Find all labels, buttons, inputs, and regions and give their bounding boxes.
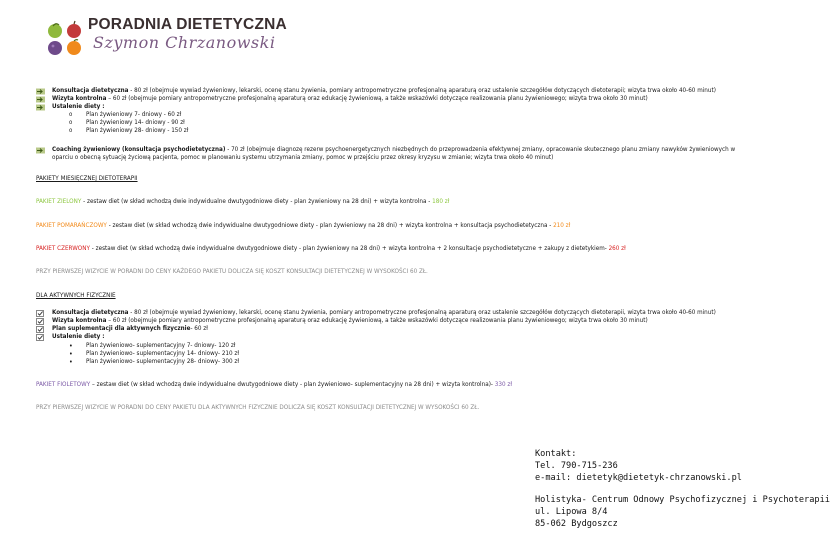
package-red	[36, 245, 626, 253]
package-desc: – zestaw diet (w skład wchodzą dwie indywidualne dwutygodniowe diety - plan żywieniowo- suplementacyjny na 28 dni) + wizyta kontrolna)-	[90, 381, 495, 388]
service-title: Wizyta kontrolna	[52, 317, 107, 324]
service-control-visit	[52, 95, 648, 103]
service-desc: - 80 zł (obejmuje wywiad żywieniowy, lekarski, ocenę stanu żywienia, pomiary antropometryczne profesjonalną aparaturą oraz ustalenie szczegółów dotyczących dietoterapii; wizyta trwa około 40-60 minut)	[128, 87, 716, 94]
arrow-bullet-icon	[36, 147, 45, 154]
logo-title: PORADNIA DIETETYCZNA	[88, 16, 287, 33]
package-price: 260 zł	[608, 245, 626, 252]
package-desc: - zestaw diet (w skład wchodzą dwie indywidualne dwutygodniowe diety - plan żywieniowy na 28 dni) + wizyta kontrolna + konsultacja psychodietetyczna -	[106, 222, 554, 229]
dot-bullet-icon: •	[69, 350, 73, 358]
contact-street: ul. Lipowa 8/4	[535, 507, 608, 517]
service-desc: - 80 zł (obejmuje wywiad żywieniowy, lekarski, ocenę stanu żywienia, pomiary antropometryczne profesjonalną aparaturą oraz ustalenie szczegółów dotyczących dietoterapii, wizyta trwa około 40-60 minut)	[128, 309, 716, 316]
package-green	[36, 198, 449, 206]
contact-email: e-mail: dietetyk@dietetyk-chrzanowski.pl	[535, 473, 742, 483]
diet-plan-item: Plan żywieniowy 28- dniowy - 150 zł	[86, 127, 189, 134]
check-bullet-icon	[36, 334, 45, 341]
dot-bullet-icon: •	[69, 342, 73, 350]
dot-bullet-icon: •	[69, 358, 73, 366]
service-desc: – 60 zł (obejmuje pomiary antropometryczne profesjonalną aparaturą oraz edukację żywieniową, a także wskazówki dotyczące realizowania planu żywieniowego; wizyta trwa około 30 minut)	[106, 95, 648, 102]
check-bullet-icon	[36, 310, 45, 317]
package-name: PAKIET CZERWONY	[36, 245, 90, 252]
active-heading: DLA AKTYWNYCH FIZYCZNIE	[36, 292, 116, 299]
service-title: Plan suplementacji dla aktywnych fizycznie	[52, 325, 191, 332]
service-title: Konsultacja dietetyczna	[52, 87, 129, 94]
service-diet-setup: Ustalenie diety :	[52, 103, 105, 110]
service-title: Konsultacja dietetyczna	[52, 309, 129, 316]
arrow-bullet-icon	[36, 104, 45, 111]
package-name: PAKIET POMARAŃCZOWY	[36, 222, 107, 229]
supplement-plan-item: Plan żywieniowo- suplementacyjny 7- dniowy- 120 zł	[86, 342, 236, 349]
circle-bullet-icon: o	[69, 111, 73, 118]
diet-plan-item: Plan żywieniowy 7- dniowy - 60 zł	[86, 111, 182, 118]
monthly-packages-heading: PAKIETY MIESIĘCZNEJ DIETOTERAPII	[36, 175, 138, 182]
active-note: PRZY PIERWSZEJ WIZYCIE W PORADNI DO CENY PAKIETU DLA AKTYWNYCH FIZYCZNIE DOLICZA SIĘ KOSZT KONSULTACJI DIETETYCZNEJ W WYSOKOŚCI 60 ZŁ.	[36, 404, 480, 411]
monthly-note: PRZY PIERWSZEJ WIZYCIE W PORADNI DO CENY KAŻDEGO PAKIETU DOLICZA SIĘ KOSZT KONSULTACJI DIETETYCZNEJ W WYSOKOŚCI 60 ZŁ.	[36, 268, 428, 275]
check-bullet-icon	[36, 318, 45, 325]
logo-signature: Szymon Chrzanowski	[93, 33, 276, 52]
circle-bullet-icon: o	[69, 127, 73, 134]
package-name: PAKIET ZIELONY	[36, 198, 82, 205]
service-desc: - 60 zł	[190, 325, 208, 332]
fruit-logo-icon	[45, 20, 85, 58]
circle-bullet-icon: o	[69, 119, 73, 126]
service-title: Wizyta kontrolna	[52, 95, 107, 102]
contact-label: Kontakt:	[535, 449, 577, 459]
package-violet	[36, 381, 512, 389]
logo	[45, 16, 287, 68]
service-desc: – 60 zł (obejmuje pomiary antropometryczne profesjonalną aparaturą oraz edukację żywieniową, a także wskazówki dotyczące realizowania planu żywieniowego; wizyta trwa około 30 minut)	[106, 317, 648, 324]
arrow-bullet-icon	[36, 96, 45, 103]
supplement-plan-item: Plan żywieniowo- suplementacyjny 28- dniowy- 300 zł	[86, 358, 240, 365]
package-desc: - zestaw diet (w skład wchodzą dwie indywidualne dwutygodniowe diety - plan żywieniowy na 28 dni) + wizyta kontrolna -	[81, 198, 433, 205]
service-title: Coaching żywieniowy (konsultacja psychodietetyczna)	[52, 146, 226, 153]
contact-phone: Tel. 790-715-236	[535, 461, 618, 471]
package-price: 180 zł	[432, 198, 450, 205]
package-orange	[36, 222, 570, 230]
package-price: 330 zł	[494, 381, 512, 388]
contact-city: 85-062 Bydgoszcz	[535, 519, 618, 529]
service-desc: - 70 zł (obejmuje diagnozę rezerw psychoenergetycznych niezbędnych do przeprowadzenia efektywnej zmiany, opracowanie skutecznego planu zmiany nawyków żywieniowych w	[225, 146, 736, 153]
check-bullet-icon	[36, 326, 45, 333]
active-diet-setup: Ustalenie diety :	[52, 333, 105, 340]
diet-plan-item: Plan żywieniowy 14- dniowy - 90 zł	[86, 119, 185, 126]
package-desc: - zestaw diet (w skład wchodzą dwie indywidualne dwutygodniowe diety - plan żywieniowy na 28 dni) + wizyta kontrolna + 2 konsultacje psychodietetyczne + zakupy z dietetykiem-	[89, 245, 609, 252]
package-price: 210 zł	[553, 222, 571, 229]
service-coaching-line2: oparciu o obecną sytuację życiową pacjenta, pomoc w planowaniu systemu utrzymania zmiany, pomoc w przejściu przez okresy kryzysu w zmianie; wizyta trwa około 40 minut)	[52, 154, 554, 161]
supplement-plan-item: Plan żywieniowo- suplementacyjny 14- dniowy- 210 zł	[86, 350, 240, 357]
arrow-bullet-icon	[36, 88, 45, 95]
package-name: PAKIET FIOLETOWY	[36, 381, 91, 388]
contact-organization: Holistyka- Centrum Odnowy Psychofizycznej i Psychoterapii	[535, 495, 830, 505]
